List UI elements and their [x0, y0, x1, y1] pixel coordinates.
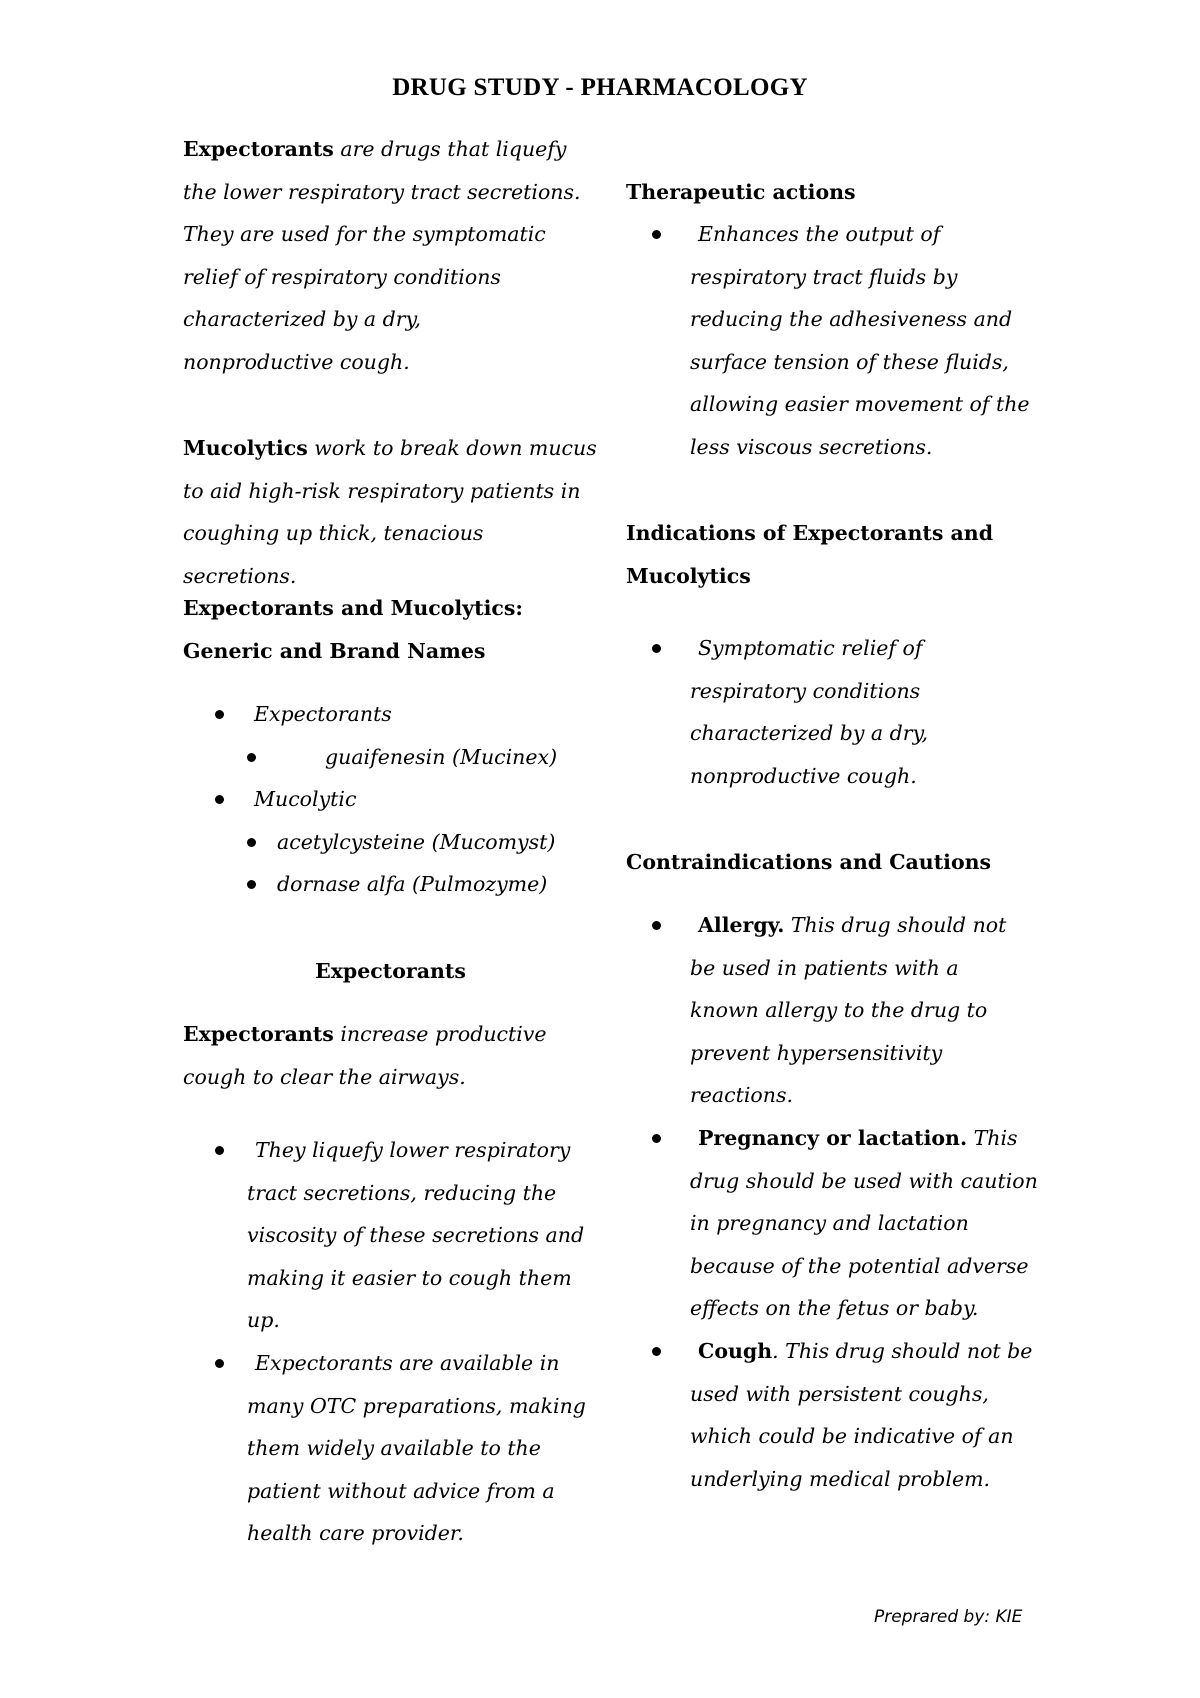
productive-line: cough to clear the airways.: [183, 1064, 466, 1089]
list-item: [626, 213, 1046, 469]
guaifenesin-name: guaifenesin (Mucinex): [325, 744, 558, 769]
bullet-line: less viscous secretions.: [690, 434, 933, 459]
bullet-icon: [652, 921, 661, 930]
bullet-line: reducing the adhesiveness and: [690, 307, 1013, 332]
list-item: [626, 627, 1046, 797]
allergy-term: Allergy.: [698, 913, 785, 937]
bullet-icon: [247, 838, 256, 847]
contraindications-heading: Contraindications and Cautions: [626, 850, 992, 874]
productive-term: Expectorants: [183, 1022, 334, 1046]
dornase-name: dornase alfa (Pulmozyme): [277, 872, 548, 897]
list-item: [183, 693, 598, 736]
document-title: DRUG STUDY - PHARMACOLOGY: [392, 74, 808, 101]
bullet-line: up.: [247, 1308, 280, 1333]
acetylcysteine-name: acetylcysteine (Mucomyst): [277, 829, 556, 854]
intro-line: They are used for the symptomatic: [183, 222, 546, 247]
heading-line: Indications of Expectorants and: [626, 521, 994, 545]
bullet-line: Enhances the output of: [698, 222, 941, 246]
bullet-line: reactions.: [690, 1083, 794, 1108]
list-item: [183, 1342, 598, 1555]
bullet-line: them widely available to the: [247, 1436, 541, 1461]
bullet-icon: [652, 1347, 661, 1356]
mucolytics-line: to aid high-risk respiratory patients in: [183, 478, 581, 503]
bullet-line: effects on the fetus or baby.: [690, 1296, 979, 1321]
mucolytic-label: Mucolytic: [254, 787, 357, 812]
therapeutic-list: [626, 213, 1046, 469]
heading-line: Mucolytics: [626, 563, 751, 588]
bullet-line: Symptomatic relief of: [698, 636, 923, 660]
bullet-line: making it easier to cough them: [247, 1265, 572, 1290]
bullet-line: . This drug should not be: [772, 1338, 1033, 1363]
heading-line: Expectorants and Mucolytics:: [183, 596, 523, 620]
indications-list: [626, 627, 1046, 797]
bullet-icon: [247, 880, 256, 889]
bullet-line: in pregnancy and lactation: [690, 1211, 969, 1236]
list-item: [626, 1117, 1046, 1330]
mucolytics-intro: [183, 427, 598, 597]
bullet-line: surface tension of these fluids,: [690, 349, 1009, 374]
bullet-line: respiratory tract fluids by: [690, 264, 958, 289]
bullet-line: allowing easier movement of the: [690, 392, 1030, 417]
expectorants-productive: [183, 1013, 598, 1098]
bullet-icon: [652, 230, 661, 239]
mucolytics-line: coughing up thick, tenacious secretions.: [183, 521, 484, 588]
bullet-line: respiratory conditions: [690, 678, 921, 703]
list-item: [183, 863, 598, 906]
bullet-line: which could be indicative of an: [690, 1424, 1014, 1449]
bullet-icon: [652, 644, 661, 653]
indications-heading: [626, 512, 1046, 597]
expectorants-label: Expectorants: [254, 702, 392, 726]
therapeutic-heading: Therapeutic actions: [626, 180, 856, 204]
bullet-line: prevent hypersensitivity: [690, 1040, 943, 1065]
expectorants-intro: [183, 128, 598, 384]
bullet-line: viscosity of these secretions and: [247, 1223, 585, 1248]
bullet-icon: [215, 1146, 224, 1155]
bullet-line: used with persistent coughs,: [690, 1381, 989, 1406]
intro-line: are drugs that liquefy: [333, 137, 567, 161]
expectorants-section-heading: Expectorants: [315, 959, 466, 983]
mucolytics-term: Mucolytics: [183, 436, 308, 460]
list-item: [183, 736, 598, 779]
generic-brand-heading: [183, 587, 598, 672]
intro-line: characterized by a dry,: [183, 307, 421, 332]
list-item: [183, 778, 598, 821]
prepared-by-footer: Preprared by: KIE: [874, 1607, 1023, 1627]
intro-line: relief of respiratory conditions: [183, 264, 501, 289]
bullet-icon: [215, 795, 224, 804]
bullet-line: many OTC preparations, making: [247, 1393, 586, 1418]
bullet-line: Expectorants are available in: [255, 1350, 560, 1375]
pregnancy-term: Pregnancy or lactation.: [698, 1125, 968, 1150]
heading-line: Generic and Brand Names: [183, 638, 486, 663]
cough-term: Cough: [698, 1338, 773, 1363]
bullet-line: be used in patients with a: [690, 955, 959, 980]
mucolytics-line: work to break down mucus: [307, 436, 597, 460]
productive-line: increase productive: [333, 1022, 547, 1046]
bullet-icon: [215, 710, 224, 719]
drug-names-list: [183, 693, 598, 906]
bullet-line: characterized by a dry,: [690, 721, 928, 746]
list-item: [626, 904, 1046, 1117]
bullet-line: nonproductive cough.: [690, 763, 917, 788]
intro-term: Expectorants: [183, 137, 334, 161]
bullet-line: patient without advice from a: [247, 1478, 555, 1503]
bullet-icon: [247, 753, 256, 762]
bullet-line: tract secretions, reducing the: [247, 1180, 557, 1205]
expectorants-bullets: [183, 1129, 598, 1555]
list-item: [183, 1129, 598, 1342]
bullet-line: This: [967, 1125, 1018, 1150]
contraindications-list: [626, 904, 1046, 1500]
bullet-line: underlying medical problem.: [690, 1466, 991, 1491]
list-item: [626, 1330, 1046, 1500]
intro-line: nonproductive cough.: [183, 349, 410, 374]
bullet-line: This drug should not: [784, 913, 1007, 937]
list-item: [183, 821, 598, 864]
intro-line: the lower respiratory tract secretions.: [183, 179, 581, 204]
bullet-line: because of the potential adverse: [690, 1253, 1029, 1278]
bullet-line: known allergy to the drug to: [690, 998, 988, 1023]
bullet-icon: [215, 1359, 224, 1368]
bullet-line: health care provider.: [247, 1521, 464, 1546]
bullet-line: drug should be used with caution: [690, 1168, 1038, 1193]
bullet-line: They liquefy lower respiratory: [255, 1138, 571, 1162]
bullet-icon: [652, 1134, 661, 1143]
